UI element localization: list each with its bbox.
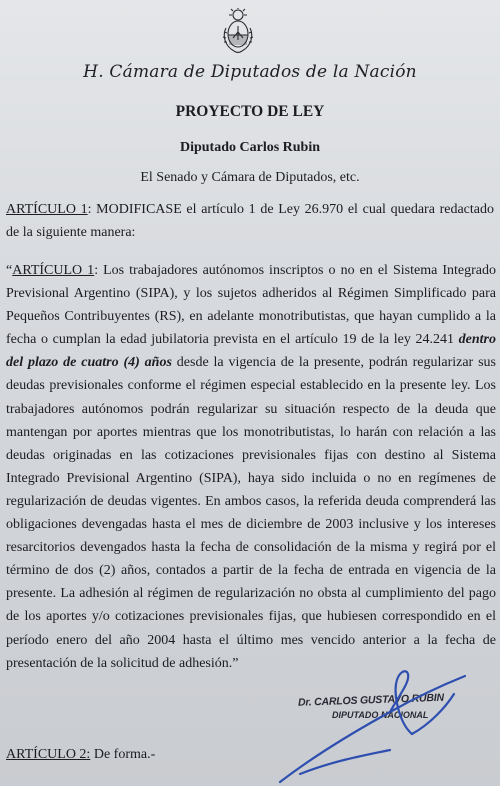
article-2-text: De forma.-: [90, 747, 156, 762]
author-line: Diputado Carlos Rubin: [179, 140, 321, 155]
article-1-text: MODIFICASE el artículo 1 de Ley 26.970 el cual quedara redactado de la siguiente manera:: [6, 202, 494, 240]
article-2-heading: ARTÍCULO 2:: [6, 747, 91, 762]
stamp-role: DIPUTADO NACIONAL: [332, 710, 429, 720]
argentine-coat-of-arms-icon: [221, 8, 255, 54]
quoted-article-paragraph: [6, 259, 496, 675]
enacting-formula: El Senado y Cámara de Diputados, etc.: [140, 170, 360, 185]
article-1-colon: :: [87, 202, 92, 217]
article-2-paragraph: [6, 747, 306, 763]
document-title: PROYECTO DE LEY: [175, 103, 325, 120]
quoted-text-part-b: desde la vigencia de la presente, podrán regularizar sus deudas previsionales conforme el régimen especial establecido en la presente ley. Los trabajadores autónomos podrán regularizar su situación respecto de la deuda que mantengan por aportes mientras que los monotributistas, lo harán con relación a las deudas originadas en las cotizaciones previsionales fijas con destino al Sistema Integrado Previsional Argentino (SIPA), haya sido incluida o no en regímenes de regularización de deudas vigentes. En ambos casos, la referida deuda comprenderá las obligaciones devengadas hasta el mes de diciembre de 2003 inclusive y los intereses resarcitorios devengados hasta la fecha de consolidación de la misma y regirá por el término de dos (2) años, contados a partir de la fecha de entrada en vigencia de la presente. La adhesión al régimen de regularización no obsta al cumplimiento del pago de los aportes y/o cotizaciones previsionales fijas, que hubiesen correspondido en el período enero del año 2004 hasta el último mes vencido anterior a la fecha de presentación de la solicitud de adhesión.”: [6, 355, 496, 671]
handwritten-signature: [240, 664, 500, 786]
open-quote: “: [6, 263, 13, 278]
article-1-paragraph: [6, 198, 494, 244]
article-1-heading: ARTÍCULO 1: [6, 202, 88, 217]
stamp-name: Dr. CARLOS GUSTAVO RUBIN: [297, 691, 445, 709]
quoted-text-part-a: : Los trabajadores autónomos inscriptos o no en el Sistema Integrado Previsional Argentino (SIPA), y los sujetos adheridos al Régimen Simplificado para Pequeños Contribuyentes (RS), en adelante monotributistas, que hayan cumplido a la fecha o cumplan la edad jubilatoria prevista en el artículo 19 de la ley 24.241: [6, 263, 496, 348]
emphasized-deadline: dentro del plazo de cuatro (4) años: [6, 332, 496, 371]
chamber-name: H. Cámara de Diputados de la Nación: [83, 62, 417, 82]
quoted-article-heading: ARTÍCULO 1: [12, 263, 95, 278]
